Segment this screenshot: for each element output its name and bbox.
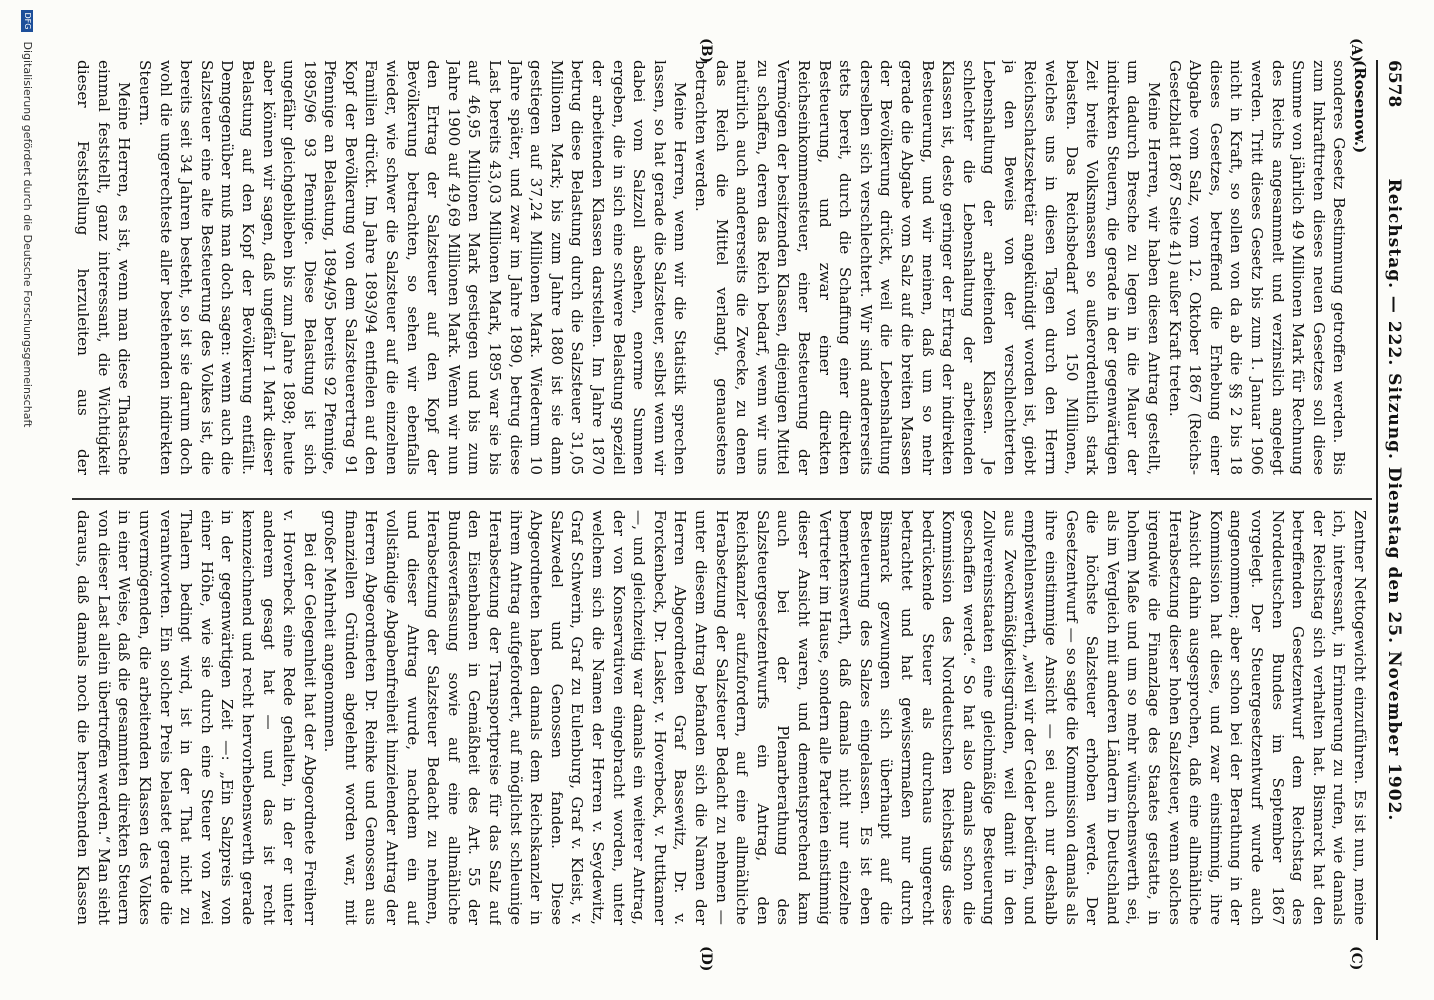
digitization-footer [14, 10, 34, 990]
left-column [70, 60, 1370, 475]
right-column [70, 510, 1370, 925]
page-number: 6578 [1384, 60, 1404, 108]
margin-marker-b: (B) [698, 38, 714, 64]
paragraph: Zentner Nettogewicht einzuführen. Es ist nun, meine ich, interessant, in Erinnerung zu rufen, wie damals der Reichstag sich verhalten hat. Bismarck hat den betreffenden Gesetzentwurf dem Reichstag des Norddeutschen Bundes im September 1867 vorgelegt. Der Steuergesetzentwurf wurde auch angenommen; aber schon bei der Berathung in der Kommission hat diese, und zwar einstimmig, ihre Ansicht dahin ausgesprochen, daß eine allmähliche Herabsetzung dieser hohen Salzsteuer, wenn solches irgendwie die Finanzlage des Staates gestatte, in hohem Maße und um so mehr wünschenswerth sei, als im Vergleich mit anderen Ländern in Deutschland die höchste Salzsteuer erhoben werde. Der Gesetzentwurf — so sagte die Kommission damals als ihre einstimmige Ansicht — sei auch nur deshalb empfehlenswerth, „weil wir der Gelder bedürfen, und aus Zweckmäßigkeitsgründen, weil damit in den Zollvereinsstaaten eine gleichmäßige Besteuerung geschaffen werde.“ So hat also damals schon die Kommission des Norddeutschen Reichstags diese bedrückende Steuer als durchaus ungerecht betrachtet und hat gewissermaßen nur durch Bismarck gezwungen sich überhaupt auf die Besteuerung des Salzes eingelassen. Es ist eben bemerkenswerth, daß damals nicht nur einzelne Vertreter im Hause, sondern alle Parteien einstimmig dieser Ansicht waren, und dementsprechend kam auch bei der Plenarberathung des Salzsteuergesetzentwurfs ein Antrag, den Reichskanzler aufzufordern, auf eine allmähliche Herabsetzung der Salzsteuer Bedacht zu nehmen — unter diesem Antrag befanden sich die Namen der Herren Abgeordneten Graf Bassewitz, Dr. v. Forckenbeck, Dr. Lasker, v. Hoverbeck, v. Puttkamer —, und gleichzeitig war damals ein weiterer Antrag, der von Konservativen eingebracht worden, unter welchem sich die Namen der Herren v. Seydewitz, Graf Schwerin, Graf zu Eulenburg, Graf v. Kleist, v. Salzwedel und Genossen fanden. Diese Abgeordneten haben damals dem Reichskanzler in ihrem Antrag aufgefordert, auf möglichst schleunige Herabsetzung der Transportpreise für das Salz auf den Eisenbahnen in Gemäßheit des Art. 55 der Bundesverfassung sowie auf eine allmähliche Herabsetzung der Salzsteuer Bedacht zu nehmen, und dieser Antrag wurde, nachdem ein auf vollständige Abgabenfreiheit hinzielender Antrag der Herren Abgeordneten Dr. Reinke und Genossen aus finanziellen Gründen abgelehnt worden war, mit großer Mehrheit angenommen. [321, 510, 1369, 925]
page-title: Reichstag. — 222. Sitzung. Dienstag den 25. November 1902. [1384, 178, 1404, 822]
paragraph: sonderes Gesetz Bestimmung getroffen werden. Bis zum Inkrafttreten dieses neuen Gesetzes soll diese Summe von jährlich 49 Millionen Mark für Rechnung des Reichs angesammelt und verzinslich angelegt werden. Tritt dieses Gesetz bis zum 1. Januar 1906 nicht in Kraft, so sollen von da ab die §§ 2 bis 18 dieses Gesetzes, betreffend die Erhebung einer Abgabe vom Salz, vom 12. Oktober 1867 (Reichs-Gesetzblatt 1867 Seite 41) außer Kraft treten. [1165, 60, 1349, 475]
paragraph: Bei der Gelegenheit hat der Abgeordnete Freiherr v. Hoverbeck eine Rede gehalten, in der er unter anderem gesagt hat — und das ist recht kennzeichnend und recht hervorhebenswerth gerade in der gegenwärtigen Zeit —: „Ein Salzpreis von einer Höhe, wie sie durch eine Steuer von zwei Thalern bedingt wird, ist in der That nicht zu verantworten. Ein solcher Preis belastet gerade die unvermögenden, die arbeitenden Klassen des Volkes in einer Weise, daß die gesammten direkten Steuern von dieser Last allein übertroffen werden.“ Man sieht daraus, daß damals noch die herrschenden Klassen [74, 510, 319, 925]
dfg-logo-icon: DFG [21, 10, 33, 32]
paragraph: Meine Herren, wir haben diesen Antrag gestellt, um dadurch Bresche zu legen in die Mauer der indirekten Steuern, die gerade in der gegenwärtigen Zeit breite Volksmassen so außerordentlich stark belasten. Das Reichsbedarf von 150 Millionen, welches uns in diesen Tagen durch den Herrn Reichsschatzsekretär angekündigt worden ist, giebt ja den Beweis von der verschlechterten Lebenshaltung der arbeitenden Klassen. Je schlechter die Lebenshaltung der arbeitenden Klassen ist, desto geringer der Ertrag der indirekten Besteuerung, und wir meinen, daß um so mehr gerade die Abgabe vom Salz auf die breiten Massen der Bevölkerung drückt, weil die Lebenshaltung derselben sich verschlechtert. Wir sind andererseits stets bereit, durch die Schaffung einer direkten Besteuerung, und zwar einer direkten Reichseinkommensteuer, einer Besteuerung der Vermögen der besitzenden Klassen, diejenigen Mittel zu schaffen, deren das Reich bedarf, wenn wir uns natürlich auch andererseits die Zwecke, zu denen das Reich die Mittel verlangt, genauestens betrachten werden. [692, 60, 1164, 475]
paragraph: Meine Herren, wenn wir die Statistik sprechen lassen, so hat gerade die Salzsteuer, selbst wenn wir dabei vom Salzzoll absehen, enorme Summen ergeben, die in sich eine schwere Belastung speziell der arbeitenden Klassen darstellen. Im Jahre 1870 betrug diese Belastung durch die Salzsteuer 31,05 Millionen Mark; bis zum Jahre 1880 ist sie dann gestiegen auf 37,24 Millionen Mark. Wiederum 10 Jahre später, und zwar im Jahre 1890, betrug diese Last bereits 43,03 Millionen Mark, 1895 war sie bis auf 46,95 Millionen Mark gestiegen und bis zum Jahre 1900 auf 49,69 Millionen Mark. Wenn wir nun den Ertrag der Salzsteuer auf den Kopf der Bevölkerung betrachten, so sehen wir ebenfalls wieder, wie schwer die Salzsteuer auf die einzelnen Familien drückt. Im Jahre 1893/94 entfielen auf den Kopf der Bevölkerung von dem Salzsteuerertrag 91 Pfennige an Belastung, 1894/95 bereits 92 Pfennige, 1895/96 93 Pfennige. Diese Belastung ist sich ungefähr gleichgeblieben bis zum Jahre 1898; heute aber können wir sagen, daß ungefähr 1 Mark dieser Belastung auf den Kopf der Bevölkerung entfällt. Demgegenüber muß man doch sagen: wenn auch die Salzsteuer eine alte Besteuerung des Volkes ist, die bereits seit 34 Jahren besteht, so ist sie darum doch wohl die ungerechteste aller bestehenden indirekten Steuern. [135, 60, 690, 475]
page-header [1376, 60, 1408, 940]
margin-marker-a: (A) [1348, 38, 1364, 63]
paragraph: Meine Herren, es ist, wenn man diese Thatsache einmal feststellt, ganz interessant, die Wichtigkeit dieser Feststellung herzuleiten aus der [74, 60, 134, 475]
margin-marker-c: (C) [1348, 946, 1364, 971]
margin-marker-d: (D) [698, 946, 714, 972]
footer-text: Digitalisierung gefördert durch die Deutsche Forschungsgemeinschaft [21, 41, 34, 428]
speaker-name: (Rosenow.) [1351, 60, 1369, 154]
column-divider [72, 498, 1372, 500]
